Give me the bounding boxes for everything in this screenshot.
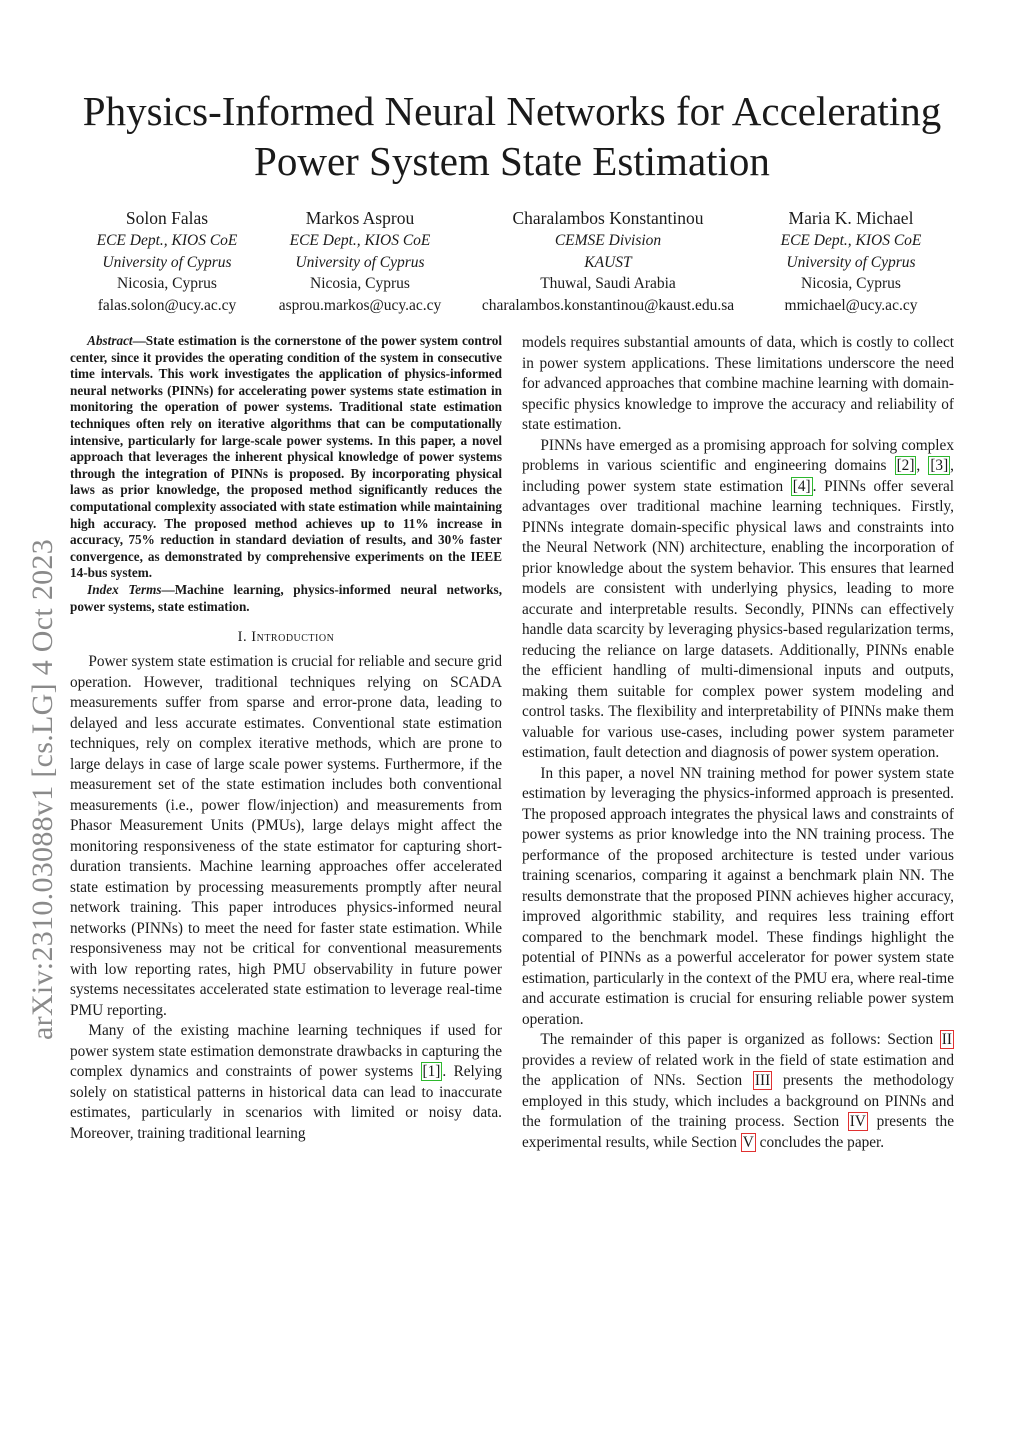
citation-link[interactable]: [2] (896, 457, 915, 474)
author-org: University of Cyprus (295, 253, 425, 271)
author-dept: ECE Dept., KIOS CoE (289, 232, 431, 249)
author-name: Markos Asprou (305, 208, 415, 228)
author-place: Nicosia, Cyprus (310, 275, 410, 292)
author-email[interactable]: asprou.markos@ucy.ac.cy (278, 296, 442, 314)
author-name: Solon Falas (125, 208, 209, 228)
title-line-1: Physics-Informed Neural Networks for Accelerating (82, 88, 942, 134)
author-email[interactable]: charalambos.konstantinou@kaust.edu.sa (481, 296, 735, 314)
index-terms-text: —Machine learning, physics-informed neural networks, power systems, state estimation. (70, 581, 502, 614)
author-block (0, 207, 1024, 317)
author-email[interactable]: falas.solon@ucy.ac.cy (97, 296, 237, 314)
paragraph (522, 1030, 954, 1153)
author-1 (97, 207, 238, 316)
text-run: presents the methodology employed in this study, which includes a background on PINNs and the formulation of the training process. Section (522, 1072, 954, 1130)
index-terms (70, 582, 502, 615)
paragraph (70, 1021, 502, 1144)
author-2 (279, 207, 442, 316)
text-run: . PINNs offer several advantages over traditional machine learning techniques. Firstly, PINNs integrate domain-specific physical laws and constraints into the Neural Network (NN) architecture, enabling the incorporation of prior knowledge about the system behavior. This ensures that learned models are consistent with underlying physics, leading to more accurate and interpretable results. Secondly, PINNs can effectively handle data scarcity by leveraging physics-based regularization terms, reducing the reliance on large datasets. Additionally, PINNs enable the efficient handling of multi-dimensional inputs and outputs, making them suitable for complex power system modeling and control tasks. The flexibility and interpretability of PINNs make them valuable for various use-cases, including power system parameter estimation, fault detection and diagnosis of power system operation. (522, 477, 954, 761)
author-dept: CEMSE Division (554, 232, 662, 249)
section-link[interactable]: V (742, 1133, 754, 1151)
text-run: Many of the existing machine learning techniques if used for power system state estimation demonstrate drawbacks in capturing the complex dynamics and constraints of power systems (70, 1022, 502, 1081)
author-dept: ECE Dept., KIOS CoE (780, 232, 922, 249)
paragraph: Power system state estimation is crucial for reliable and secure grid operation. However, traditional techniques relying on SCADA measurements suffer from sparse and error-prone data, leading to delayed and less accurate estimates. Conventional state estimation techniques, rely on complex iterative methods, which are prone to large delays in case of large scale power systems. Furthermore, if the measurement set of the state estimation includes both conventional measurements (i.e., power flow/injection) and measurements from Phasor Measurement Units (PMUs), large delays might affect the monitoring responsiveness of the state estimator for capturing short-duration transients. Machine learning approaches offer accelerated state estimation by processing measurements promptly after neural network training. This paper introduces physics-informed neural networks (PINNs) to meet the need for faster state estimation. While responsiveness may not be critical for conventional measurements with low reporting rates, high PMU observability in future power systems necessitates accelerated state estimation to leverage real-time PMU reporting. (70, 653, 502, 1019)
author-place: Nicosia, Cyprus (801, 275, 901, 292)
author-org: University of Cyprus (786, 253, 916, 271)
author-dept: ECE Dept., KIOS CoE (96, 232, 238, 249)
author-place: Thuwal, Saudi Arabia (540, 275, 676, 292)
text-run: , (916, 457, 929, 474)
paragraph: In this paper, a novel NN training method for power system state estimation by leveraging the physics-informed approach is presented. The proposed approach integrates the physical laws and constraints of power systems as prior knowledge into the NN training process. The performance of the proposed architecture is tested under various training scenarios, comparing it against a benchmark plain NN. The results demonstrate that the proposed PINN achieves higher accuracy, improved algorithmic stability, and requires less training effort compared to the benchmark model. These findings highlight the potential of PINNs as a powerful accelerator for power system state estimation, particularly in the context of the PMU era, where real-time and accurate estimation is crucial for ensuring reliable power system operation. (522, 764, 954, 1028)
abstract (70, 333, 502, 582)
citation-link[interactable]: [4] (792, 477, 811, 495)
section-link[interactable]: III (754, 1072, 771, 1089)
section-title: Introduction (251, 629, 335, 646)
text-run: provides a review of related work in the field of state estimation and the application of NNs. Section (522, 1051, 954, 1089)
author-email[interactable]: mmichael@ucy.ac.cy (784, 296, 918, 314)
text-run: . Relying solely on statistical patterns in historical data can lead to inaccurate estimates, particularly in scenarios with limited or noisy data. Moreover, training traditional learning (70, 1063, 503, 1142)
text-run: The remainder of this paper is organized as follows: Section (540, 1031, 940, 1048)
author-org: KAUST (584, 253, 632, 271)
right-column (522, 333, 954, 1153)
author-3 (482, 207, 734, 316)
citation-link[interactable]: [3] (930, 457, 949, 474)
author-place: Nicosia, Cyprus (117, 275, 217, 292)
section-link[interactable]: IV (849, 1113, 866, 1130)
author-name: Charalambos Konstantinou (512, 208, 704, 228)
text-run: concludes the paper. (755, 1133, 885, 1151)
index-terms-label: Index Terms (87, 581, 162, 597)
arxiv-identifier: arXiv:2310.03088v1 [cs.LG] 4 Oct 2023 (26, 538, 59, 1040)
abstract-text: —State estimation is the cornerstone of the power system control center, since it provides the operating condition of the system in consecutive time intervals. This work investigates the application of physics-informed neural networks (PINNs) for accelerating power systems state estimation in monitoring the operation of power systems. Traditional state estimation techniques often rely on iterative algorithms that can be computationally intensive, particularly for large-scale power systems. In this paper, a novel approach that leverages the inherent physical knowledge of power systems through the integration of PINNs is proposed. By incorporating physical laws as prior knowledge, the proposed method significantly reduces the computational complexity associated with state estimation while maintaining high accuracy. The proposed method achieves up to 11% increase in accuracy, 75% reduction in standard deviation of results, and 30% faster convergence, as demonstrated by comprehensive experiments on the IEEE 14-bus system. (70, 333, 502, 581)
section-heading-introduction (70, 629, 502, 646)
title-line-2: Power System State Estimation (254, 138, 770, 184)
section-number: I. (237, 629, 252, 646)
paper-title (40, 86, 984, 186)
author-name: Maria K. Michael (788, 208, 914, 228)
abstract-label: Abstract (87, 333, 133, 348)
paragraph: models requires substantial amounts of data, which is costly to collect in power system applications. These limitations underscore the need for advanced approaches that combine machine learning with domain-specific physics knowledge to improve the accuracy and reliability of state estimation. (522, 334, 954, 433)
paragraph (522, 436, 954, 764)
citation-link[interactable]: [1] (422, 1063, 441, 1081)
text-run: , including power system state estimation (522, 457, 954, 495)
section-link[interactable]: II (941, 1031, 952, 1048)
author-org: University of Cyprus (102, 253, 232, 271)
left-column (70, 333, 502, 1144)
text-run: presents the experimental results, while Section (522, 1113, 954, 1151)
author-4 (781, 207, 922, 316)
text-run: PINNs have emerged as a promising approach for solving complex problems in various scientific and engineering domains (522, 436, 954, 474)
